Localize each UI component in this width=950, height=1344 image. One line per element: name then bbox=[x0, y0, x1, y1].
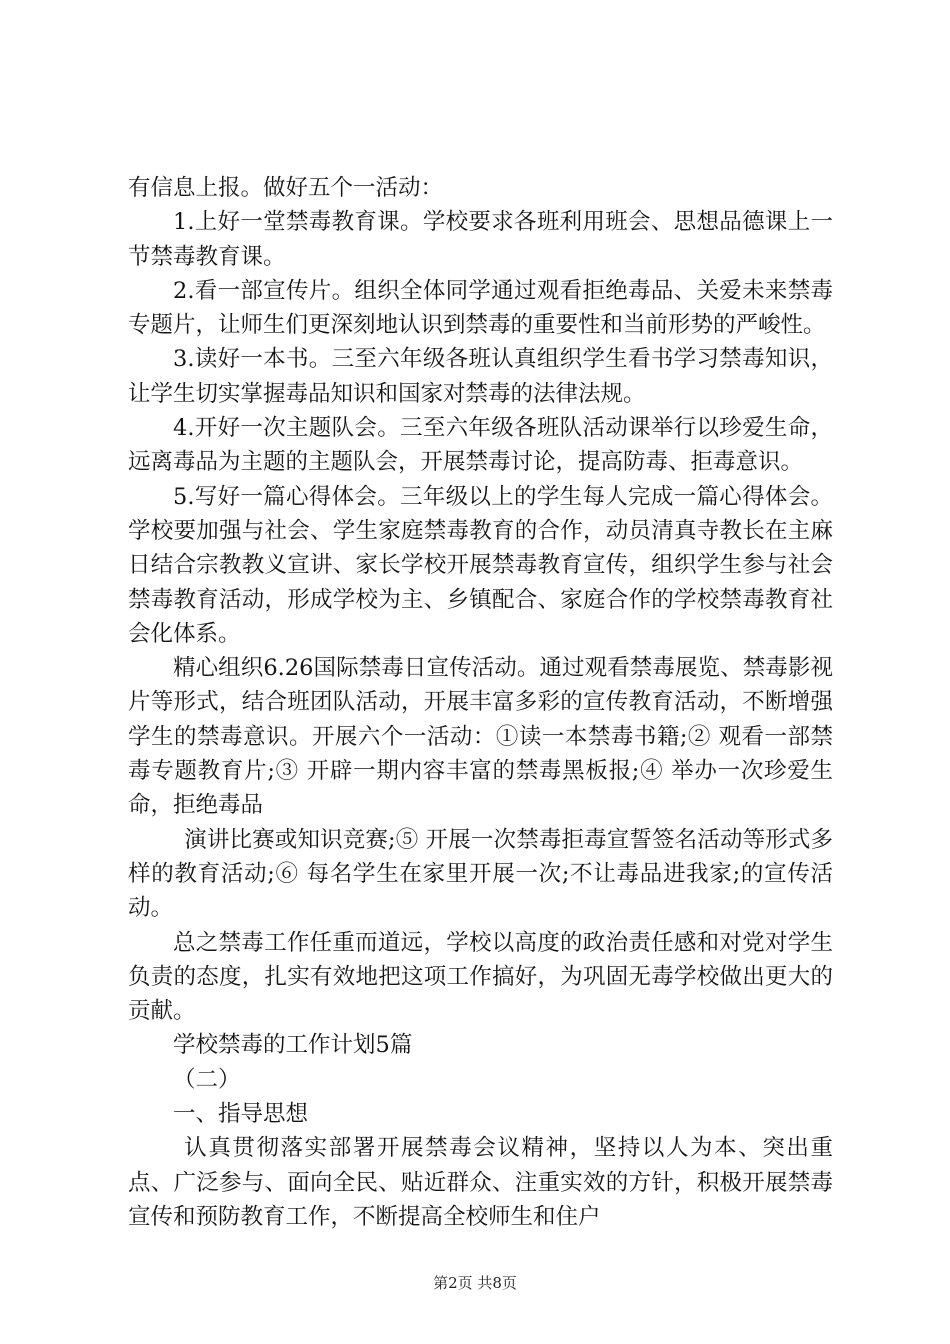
paragraph-continuation: 有信息上报。做好五个一活动： bbox=[128, 175, 444, 201]
paragraph-summary: 总之禁毒工作任重而道远，学校以高度的政治责任感和对党对学生负责的态度，扎实有效地把这项工作搞好，为巩固无毒学校做出更大的贡献。 bbox=[128, 929, 833, 1025]
section-number: （二） bbox=[173, 1066, 241, 1093]
paragraph-item-2: 2.看一部宣传片。组织全体同学通过观看拒绝毒品、关爱未来禁毒专题片，让师生们更深刻地认识到禁毒的重要性和当前形势的严峻性。 bbox=[128, 277, 833, 339]
section-title: 学校禁毒的工作计划5篇 bbox=[173, 1032, 413, 1059]
paragraph-item-3: 3.读好一本书。三至六年级各班认真组织学生看书学习禁毒知识，让学生切实掌握毒品知识和国家对禁毒的法律法规。 bbox=[128, 346, 833, 407]
paragraph-drug-day-continued: 演讲比赛或知识竞赛;⑤ 开展一次禁毒拒毒宣誓签名活动等形式多样的教育活动;⑥ 每名学生在家里开展一次;不让毒品进我家;的宣传活动。 bbox=[128, 826, 833, 922]
paragraph-item-1: 1.上好一堂禁毒教育课。学校要求各班利用班会、思想品德课上一节禁毒教育课。 bbox=[128, 209, 833, 270]
page-footer: 第2页 共8页 bbox=[433, 1274, 517, 1292]
document-body bbox=[128, 171, 833, 1234]
paragraph-item-5: 5.写好一篇心得体会。三年级以上的学生每人完成一篇心得体会。学校要加强与社会、学生家庭禁毒教育的合作，动员清真寺教长在主麻日结合宗教教义宣讲、家长学校开展禁毒教育宣传，组织学生参与社会禁毒教育活动，形成学校为主、乡镇配合、家庭合作的学校禁毒教育社会化体系。 bbox=[128, 483, 833, 647]
paragraph-guiding-thought: 认真贯彻落实部署开展禁毒会议精神，坚持以人为本、突出重点、广泛参与、面向全民、贴近群众、注重实效的方针，积极开展禁毒宣传和预防教育工作，不断提高全校师生和住户 bbox=[128, 1135, 833, 1230]
paragraph-drug-day: 精心组织6.26国际禁毒日宣传活动。通过观看禁毒展览、禁毒影视片等形式，结合班团队活动，开展丰富多彩的宣传教育活动，不断增强学生的禁毒意识。开展六个一活动：①读一本禁毒书籍;② 观看一部禁毒专题教育片;③ 开辟一期内容丰富的禁毒黑板报;④ 举办一次珍爱生命，拒绝毒品 bbox=[128, 655, 833, 819]
section-heading-guiding-thought: 一、指导思想 bbox=[173, 1101, 309, 1128]
paragraph-item-4: 4.开好一次主题队会。三至六年级各班队活动课举行以珍爱生命，远离毒品为主题的主题队会，开展禁毒讨论，提高防毒、拒毒意识。 bbox=[128, 415, 833, 476]
